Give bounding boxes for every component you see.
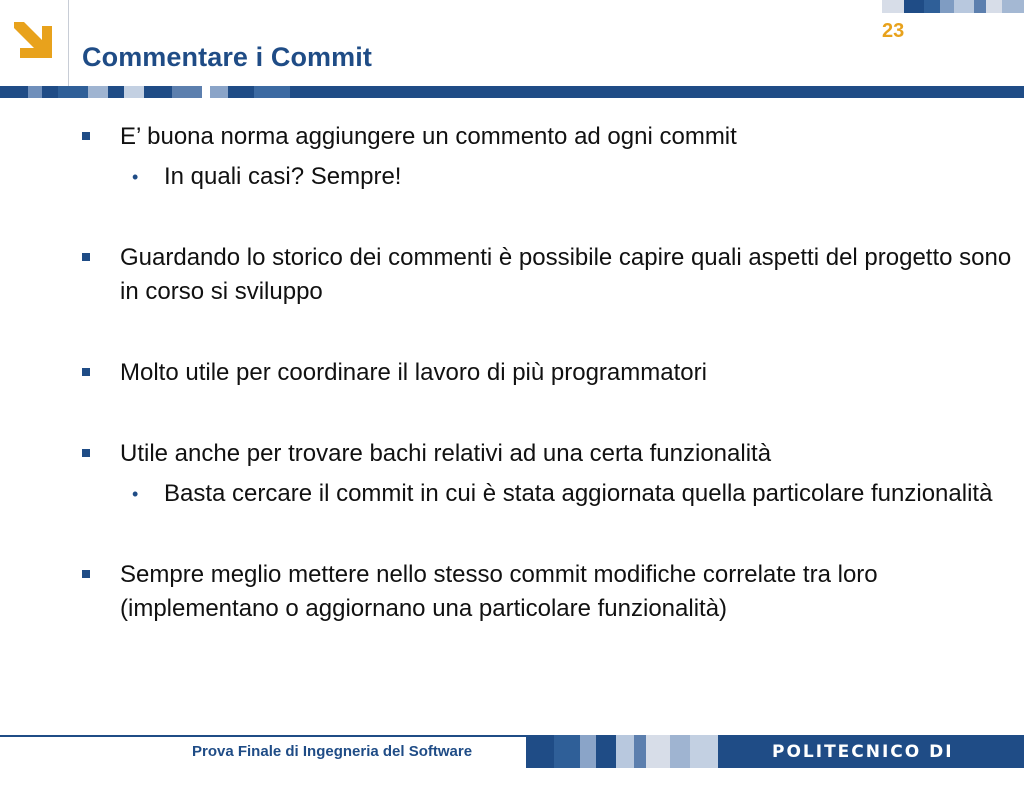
logo-divider: [68, 0, 69, 86]
logo: [0, 0, 68, 86]
square-bullet-icon: [82, 132, 90, 140]
bullet-text: Utile anche per trovare bachi relativi ad una certa funzionalità: [120, 440, 772, 467]
sub-bullet-text: Basta cercare il commit in cui è stata aggiornata quella particolare funzionalità: [164, 480, 993, 507]
slide-content: [82, 120, 1012, 626]
bullet-item: [82, 241, 1012, 309]
bullet-item: [82, 120, 1012, 154]
bullet-text: Molto utile per coordinare il lavoro di più programmatori: [120, 359, 707, 386]
square-bullet-icon: [82, 253, 90, 261]
footer-rule: [0, 735, 526, 737]
sub-bullet-item: [82, 160, 1012, 194]
square-bullet-icon: [82, 570, 90, 578]
header-stripe: [0, 86, 1024, 98]
top-decoration-stripe: [860, 0, 1024, 13]
dot-bullet-icon: •: [132, 167, 139, 187]
bullet-text: Sempre meglio mettere nello stesso commit modifiche correlate tra loro (implementano o aggiornano una particolare funzionalità): [120, 561, 878, 622]
page-number: 23: [882, 20, 905, 42]
square-bullet-icon: [82, 368, 90, 376]
bullet-text: Guardando lo storico dei commenti è possibile capire quali aspetti del progetto sono in corso si sviluppo: [120, 244, 1012, 305]
bullet-text: E’ buona norma aggiungere un commento ad ogni commit: [120, 123, 737, 150]
square-bullet-icon: [82, 449, 90, 457]
sub-bullet-text: In quali casi? Sempre!: [164, 163, 402, 190]
sub-bullet-item: [82, 477, 1012, 511]
bullet-item: [82, 558, 1012, 626]
bullet-item: [82, 437, 1012, 471]
orange-arrow-icon: [0, 0, 68, 86]
footer-course-title: Prova Finale di Ingegneria del Software: [192, 743, 473, 760]
institution-wordmark: POLITECNICO DI MILANO: [772, 742, 954, 797]
dot-bullet-icon: •: [132, 484, 139, 504]
bullet-item: [82, 356, 1012, 390]
slide-title: Commentare i Commit: [82, 42, 372, 72]
